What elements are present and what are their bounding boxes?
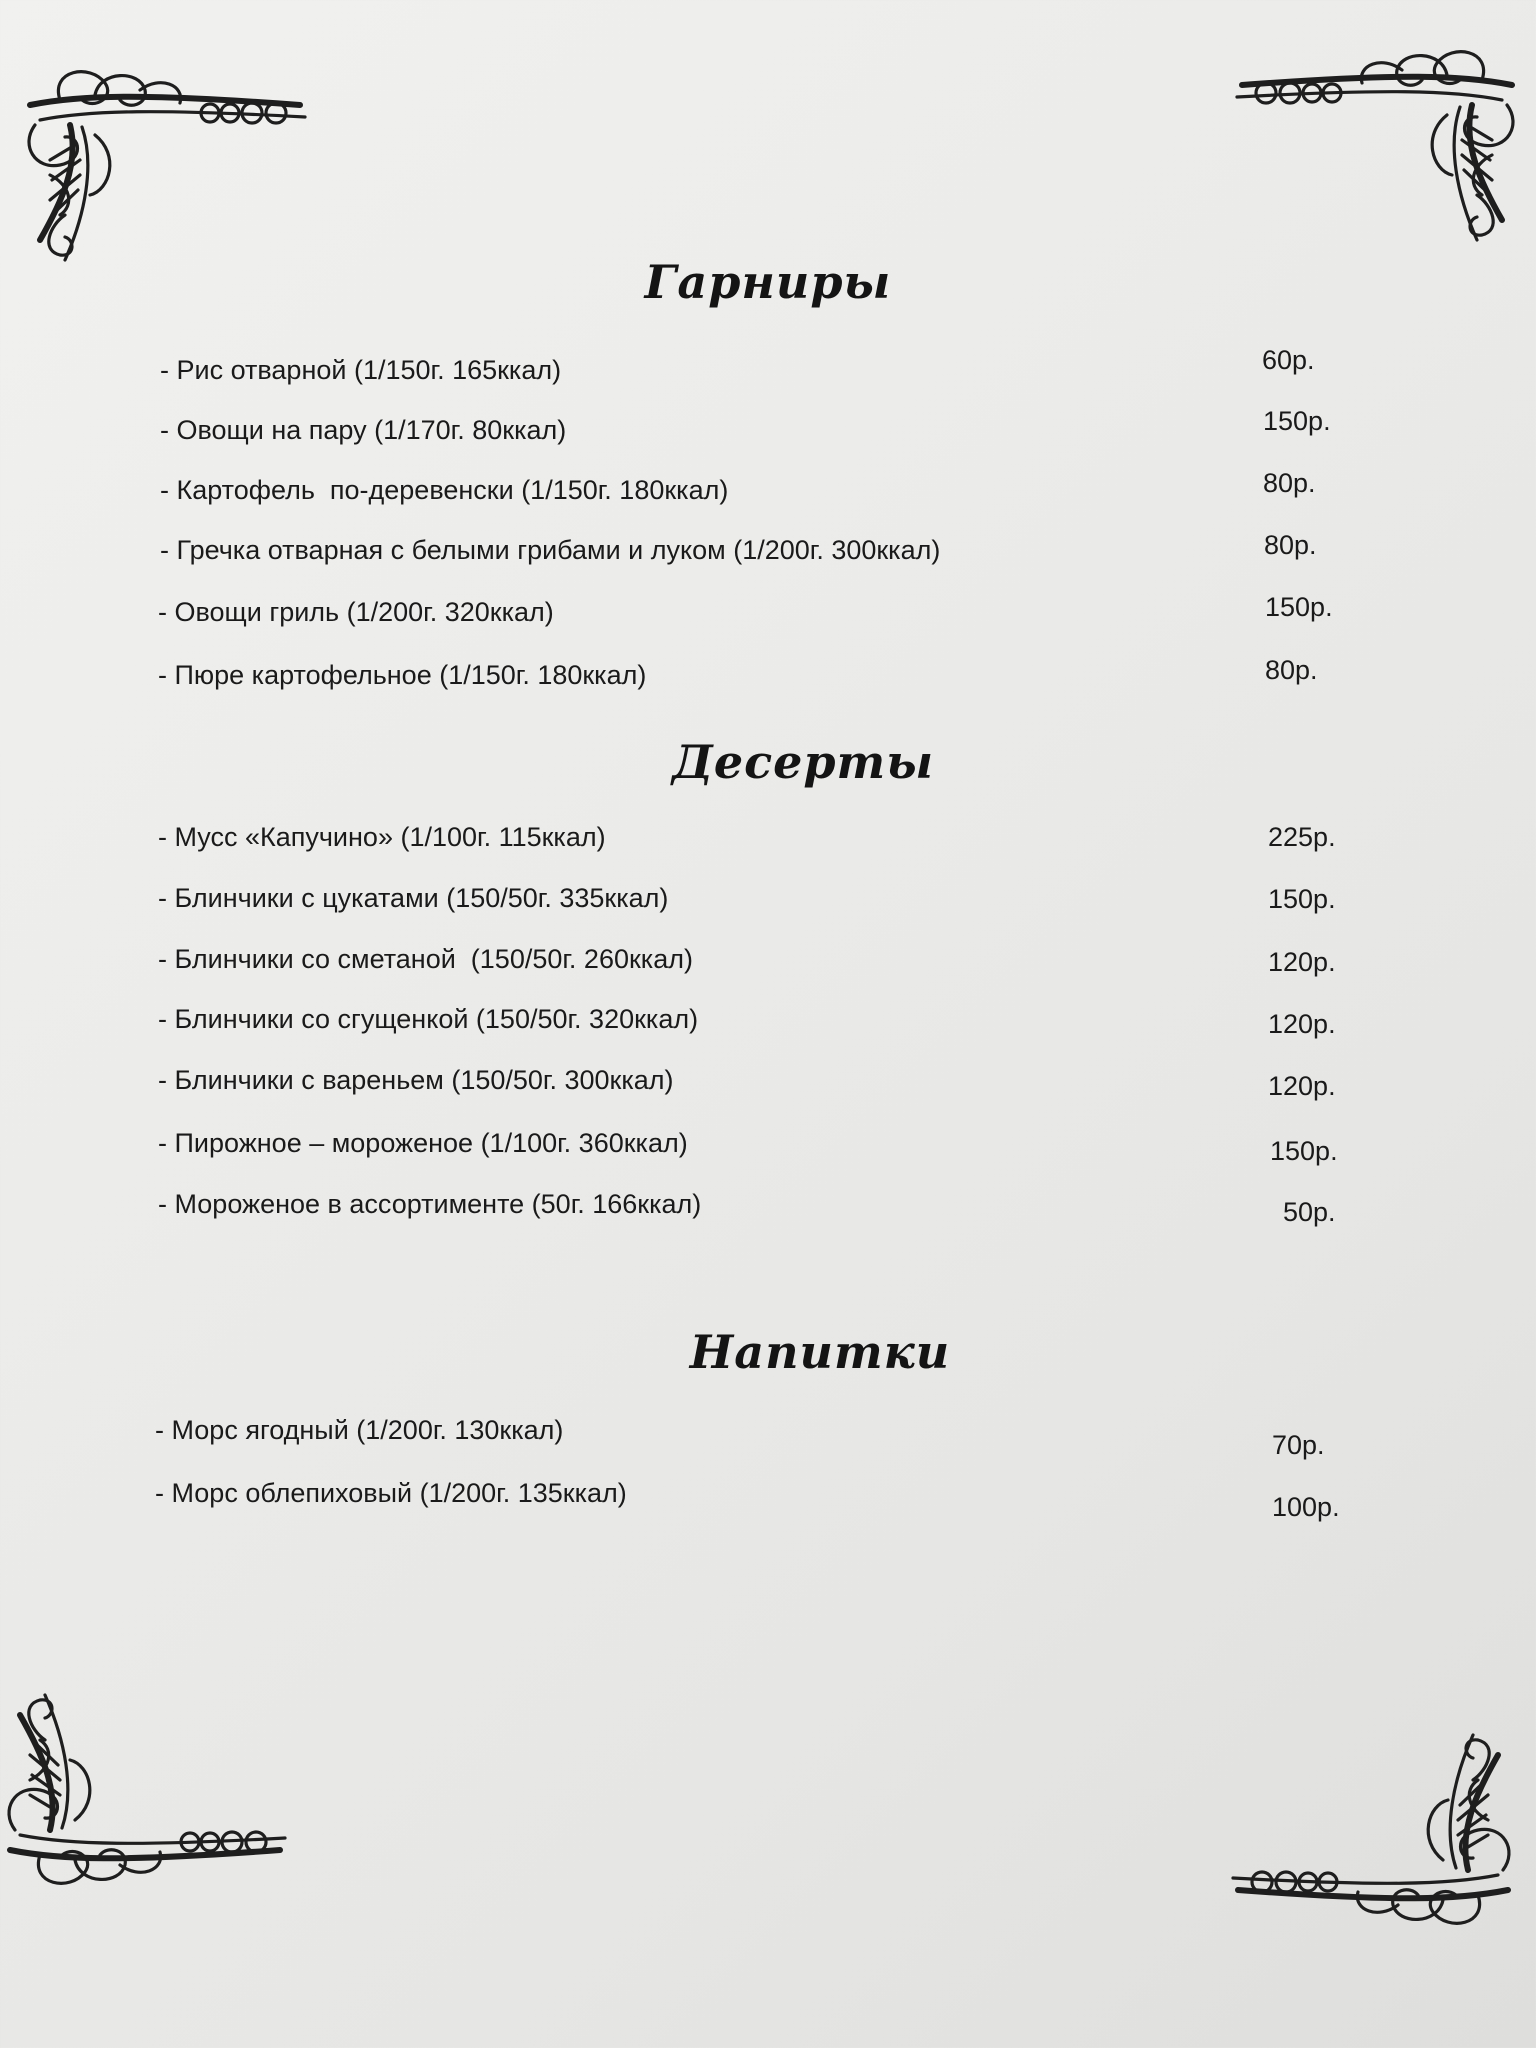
menu-item-price: 50р. bbox=[1283, 1197, 1336, 1227]
menu-item-price: 120р. bbox=[1268, 1071, 1336, 1101]
menu-item-price: 150р. bbox=[1263, 406, 1331, 436]
menu-item-price: 100р. bbox=[1272, 1492, 1340, 1522]
menu-item-name: - Пюре картофельное (1/150г. 180ккал) bbox=[158, 660, 647, 690]
menu-item-name: - Мороженое в ассортименте (50г. 166ккал) bbox=[158, 1189, 702, 1219]
section-title-drinks: Напитки bbox=[689, 1325, 951, 1379]
menu-item-price: 150р. bbox=[1268, 884, 1336, 914]
corner-flourish-icon bbox=[0, 1660, 300, 1890]
menu-item-name: - Гречка отварная с белыми грибами и луком (1/200г. 300ккал) bbox=[160, 535, 941, 565]
menu-item-name: - Рис отварной (1/150г. 165ккал) bbox=[160, 355, 562, 385]
menu-item-name: - Морс облепиховый (1/200г. 135ккал) bbox=[155, 1478, 627, 1508]
menu-item-price: 225р. bbox=[1268, 822, 1336, 852]
menu-item-name: - Пирожное – мороженое (1/100г. 360ккал) bbox=[158, 1128, 688, 1158]
corner-flourish-icon bbox=[1218, 1700, 1518, 1930]
section-title-desserts: Десерты bbox=[671, 735, 935, 789]
menu-item-name: - Блинчики со сметаной (150/50г. 260ккал) bbox=[158, 944, 693, 974]
corner-flourish-icon bbox=[1222, 45, 1522, 275]
menu-item-name: - Блинчики с вареньем (150/50г. 300ккал) bbox=[158, 1065, 674, 1095]
menu-item-price: 120р. bbox=[1268, 1009, 1336, 1039]
menu-item-price: 70р. bbox=[1272, 1430, 1325, 1460]
section-title-garnishes: Гарниры bbox=[644, 255, 892, 309]
menu-item-price: 80р. bbox=[1264, 530, 1317, 560]
menu-item-name: - Овощи гриль (1/200г. 320ккал) bbox=[158, 597, 554, 627]
menu-item-price: 120р. bbox=[1268, 947, 1336, 977]
menu-item-price: 80р. bbox=[1263, 468, 1316, 498]
menu-item-name: - Морс ягодный (1/200г. 130ккал) bbox=[155, 1415, 564, 1445]
menu-item-price: 150р. bbox=[1265, 592, 1333, 622]
menu-item-name: - Овощи на пару (1/170г. 80ккал) bbox=[160, 415, 567, 445]
menu-item-name: - Картофель по-деревенски (1/150г. 180ккал) bbox=[160, 475, 729, 505]
menu-item-name: - Блинчики со сгущенкой (150/50г. 320ккал) bbox=[158, 1004, 699, 1034]
menu-item-name: - Мусс «Капучино» (1/100г. 115ккал) bbox=[158, 822, 606, 852]
menu-item-name: - Блинчики с цукатами (150/50г. 335ккал) bbox=[158, 883, 669, 913]
menu-item-price: 60р. bbox=[1262, 345, 1315, 375]
menu-item-price: 80р. bbox=[1265, 655, 1318, 685]
menu-item-price: 150р. bbox=[1270, 1136, 1338, 1166]
